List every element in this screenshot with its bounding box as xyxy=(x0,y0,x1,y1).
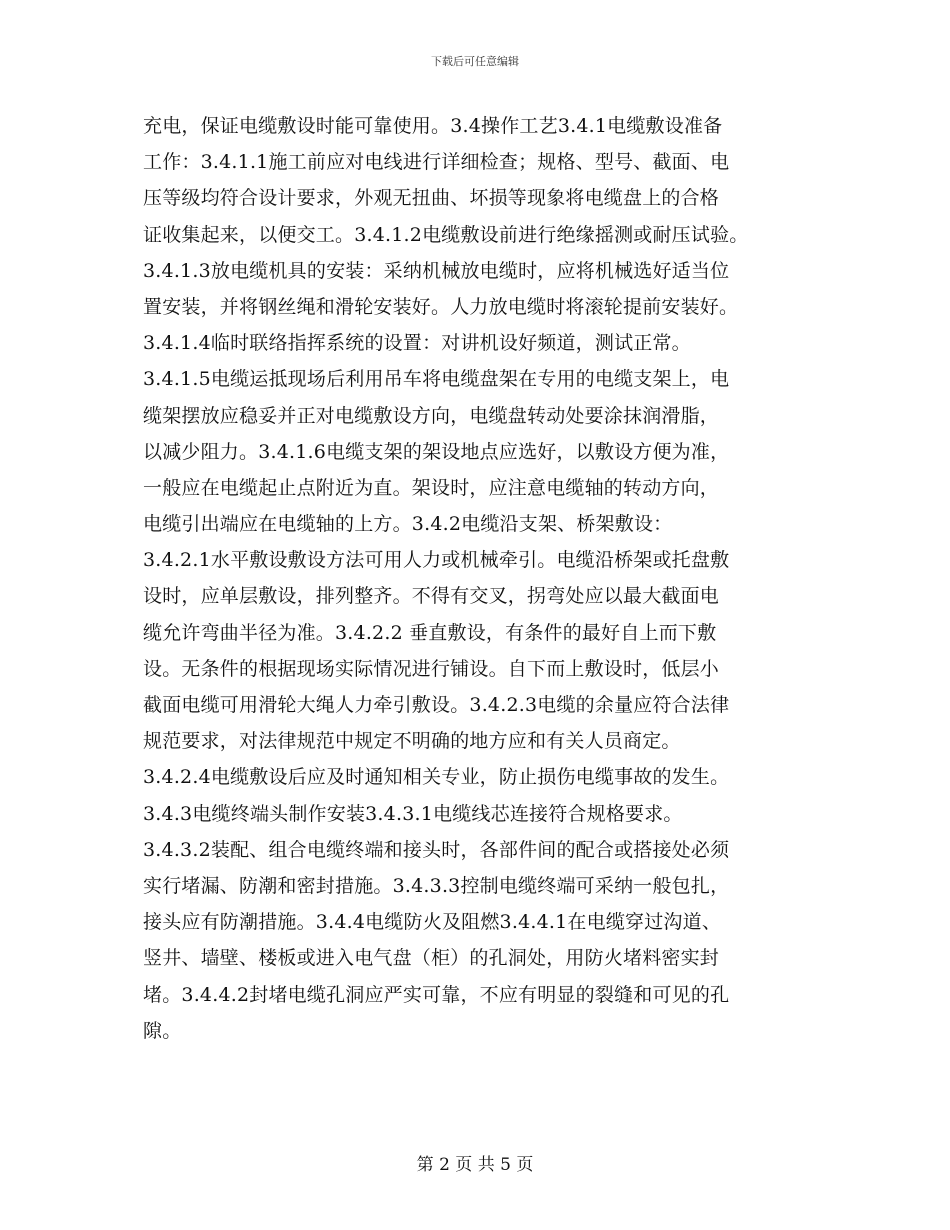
text-line: 堵。3.4.4.2封堵电缆孔洞应严实可靠，不应有明显的裂缝和可见的孔 xyxy=(143,983,730,1006)
text-line: 实行堵漏、防潮和密封措施。3.4.3.3控制电缆终端可采纳一般包扎， xyxy=(143,874,730,897)
text-line: 工作：3.4.1.1施工前应对电线进行详细检查；规格、型号、截面、电 xyxy=(143,151,730,174)
text-line: 3.4.1.5电缆运抵现场后利用吊车将电缆盘架在专用的电缆支架上，电 xyxy=(143,368,730,391)
text-line: 3.4.1.4临时联络指挥系统的设置：对讲机设好频道，测试正常。 xyxy=(143,332,691,355)
text-line: 置安装，并将钢丝绳和滑轮安装好。人力放电缆时将滚轮提前安装好。 xyxy=(143,295,739,318)
text-line: 3.4.2.4电缆敷设后应及时通知相关专业，防止损伤电缆事故的发生。 xyxy=(143,766,730,789)
text-line: 3.4.3电缆终端头制作安装3.4.3.1电缆线芯连接符合规格要求。 xyxy=(143,802,683,825)
text-line: 竖井、墙壁、楼板或进入电气盘（柜）的孔洞处，用防火堵料密实封 xyxy=(143,947,720,970)
page-header: 下载后可任意编辑 xyxy=(431,55,519,68)
text-line: 证收集起来，以便交工。3.4.1.2电缆敷设前进行绝缘摇测或耐压试验。 xyxy=(143,223,749,246)
text-line: 3.4.3.2装配、组合电缆终端和接头时，各部件间的配合或搭接处必须 xyxy=(143,838,730,861)
text-line: 截面电缆可用滑轮大绳人力牵引敷设。3.4.2.3电缆的余量应符合法律 xyxy=(143,694,730,716)
text-line: 规范要求，对法律规范中规定不明确的地方应和有关人员商定。 xyxy=(143,730,681,753)
text-line: 一般应在电缆起止点附近为直。架设时，应注意电缆轴的转动方向， xyxy=(143,476,720,499)
text-line: 隙。 xyxy=(143,1019,182,1042)
document-body xyxy=(143,108,843,1049)
text-line: 3.4.1.3放电缆机具的安装：采纳机械放电缆时，应将机械选好适当位 xyxy=(143,259,730,282)
text-line: 缆允许弯曲半径为准。3.4.2.2 垂直敷设，有条件的最好自上而下敷 xyxy=(143,621,717,644)
text-line: 接头应有防潮措施。3.4.4电缆防火及阻燃3.4.4.1在电缆穿过沟道、 xyxy=(143,911,722,934)
text-line: 设时，应单层敷设，排列整齐。不得有交叉，拐弯处应以最大截面电 xyxy=(143,585,720,608)
text-line: 电缆引出端应在电缆轴的上方。3.4.2电缆沿支架、桥架敷设： xyxy=(143,513,673,536)
text-line: 以减少阻力。3.4.1.6电缆支架的架设地点应选好，以敷设方便为准， xyxy=(143,440,730,463)
text-line: 充电，保证电缆敷设时能可靠使用。3.4操作工艺3.4.1电缆敷设准备 xyxy=(143,115,723,137)
text-line: 设。无条件的根据现场实际情况进行铺设。自下而上敷设时，低层小 xyxy=(143,657,720,680)
page-footer: 第 2 页 共 5 页 xyxy=(416,1155,534,1175)
text-line: 3.4.2.1水平敷设敷设方法可用人力或机械牵引。电缆沿桥架或托盘敷 xyxy=(143,549,730,572)
text-line: 压等级均符合设计要求，外观无扭曲、坏损等现象将电缆盘上的合格 xyxy=(143,187,720,210)
text-line: 缆架摆放应稳妥并正对电缆敷设方向，电缆盘转动处要涂抹润滑脂， xyxy=(143,404,720,427)
